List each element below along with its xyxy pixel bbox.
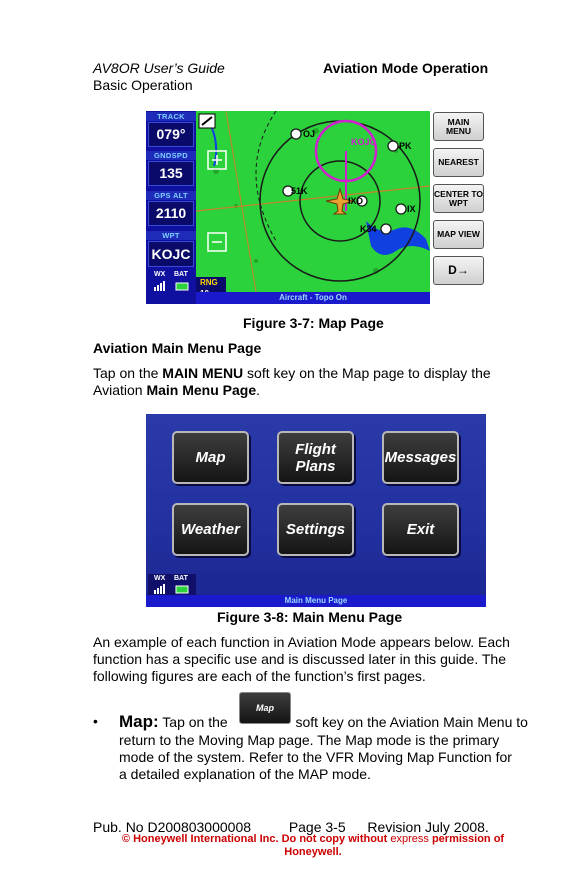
bullet-line4: a detailed explanation of the MAP mode.: [119, 766, 371, 782]
messages-menu-button[interactable]: Messages: [382, 431, 459, 484]
nearest-softkey[interactable]: NEAREST: [433, 148, 484, 177]
wpt-51k: 51K: [291, 186, 308, 196]
wpt-oj: OJ: [303, 129, 316, 139]
para1-pre: Tap on the: [93, 365, 163, 381]
main-menu-heading: Aviation Main Menu Page: [93, 340, 262, 356]
gndspd-value: 135: [148, 161, 194, 186]
section-name: Basic Operation: [93, 77, 193, 93]
center-to-wpt-softkey[interactable]: CENTER TO WPT: [433, 184, 484, 213]
map-graphics: [196, 111, 430, 292]
map-bullet-line1: [119, 713, 528, 731]
map-status-bar: Aircraft - Topo On: [196, 292, 430, 304]
wx-label: WX: [154, 271, 166, 278]
bullet-dot: •: [93, 713, 98, 729]
para1-mid: soft key on the Map page to display the: [243, 365, 491, 381]
bullet-term: Map:: [119, 712, 159, 731]
wpt-ixd: IXD: [348, 196, 364, 206]
copyright-c: permission of: [428, 833, 505, 845]
menu-signal-battery-icons: [152, 583, 192, 595]
para1-bold-main-menu-page: Main Menu Page: [146, 382, 257, 398]
map-page-screenshot: [146, 111, 486, 304]
page-number: Page 3-5: [288, 819, 346, 835]
map-softkeys: [430, 111, 486, 304]
figure-3-8-caption: Figure 3-8: Main Menu Page: [217, 609, 403, 625]
map-menu-button[interactable]: Map: [172, 431, 249, 484]
wpt-kojc: KOJC: [351, 137, 377, 147]
bullet-line2: return to the Moving Map page. The Map mode is the primary: [119, 732, 500, 748]
range-label: RNG: [200, 278, 218, 287]
guide-title: AV8OR User’s Guide: [93, 60, 225, 76]
moving-map[interactable]: [196, 111, 430, 292]
main-menu-screenshot: [146, 414, 486, 607]
main-menu-softkey[interactable]: MAIN MENU: [433, 112, 484, 141]
menu-status-bar: Main Menu Page: [146, 595, 486, 607]
menu-wx-label: WX: [154, 575, 166, 582]
para2-line1: An example of each function in Aviation Mode appears below. Each: [93, 634, 510, 650]
wpt-ix: IX: [407, 204, 416, 214]
track-value: 079°: [148, 122, 194, 147]
gpsalt-value: 2110: [148, 201, 194, 226]
wpt-pk: PK: [399, 141, 412, 151]
gpsalt-label: GPS ALT: [146, 191, 196, 200]
header-left: [93, 60, 225, 94]
menu-bat-label: BAT: [174, 575, 188, 582]
bullet-line3: mode of the system. Refer to the VFR Moving Map Function for: [119, 749, 512, 765]
bullet-post: soft key on the Aviation Main Menu to: [291, 714, 528, 730]
flight-plans-menu-button[interactable]: [277, 431, 354, 484]
map-view-softkey[interactable]: MAP VIEW: [433, 220, 484, 249]
wpt-k34: K34: [360, 224, 377, 234]
figure-3-7-caption: Figure 3-7: Map Page: [243, 315, 384, 331]
wpt-value: KOJC: [148, 241, 194, 267]
copyright-b: express: [390, 833, 429, 845]
flight-plans-label: Flight Plans: [295, 440, 336, 475]
bat-label: BAT: [174, 271, 188, 278]
map-bullet-item: [93, 713, 98, 729]
para2-line3: following figures are each of the function’s first pages.: [93, 668, 426, 684]
copyright-notice: [93, 833, 533, 859]
signal-battery-icons: [152, 280, 192, 292]
menu-wx-bat: [148, 574, 196, 595]
pub-number: Pub. No D200803000008: [93, 819, 252, 835]
para2-line2: function has a specific use and is discussed later in this guide. The: [93, 651, 506, 667]
settings-menu-button[interactable]: Settings: [277, 503, 354, 556]
gndspd-label: GNDSPD: [146, 151, 196, 160]
chapter-title: Aviation Mode Operation: [323, 60, 489, 76]
para1-line2-pre: Aviation: [93, 382, 147, 398]
para1-bold-main-menu: MAIN MENU: [162, 365, 244, 381]
map-bullet-rest: [119, 732, 512, 783]
copyright-a: © Honeywell International Inc. Do not copy without: [121, 833, 391, 845]
main-menu-paragraph: [93, 365, 491, 399]
weather-menu-button[interactable]: Weather: [172, 503, 249, 556]
copyright-d: Honeywell.: [284, 846, 342, 858]
para1-post: .: [256, 382, 261, 398]
direct-to-softkey[interactable]: D→: [433, 256, 484, 285]
track-label: TRACK: [146, 112, 196, 121]
functions-paragraph: [93, 634, 510, 685]
map-sidebar: [146, 111, 196, 304]
exit-menu-button[interactable]: Exit: [382, 503, 459, 556]
bullet-pre: Tap on the: [158, 714, 232, 730]
inline-map-softkey: Map: [239, 692, 291, 724]
revision: Revision July 2008.: [367, 819, 489, 835]
wpt-label: WPT: [146, 231, 196, 240]
